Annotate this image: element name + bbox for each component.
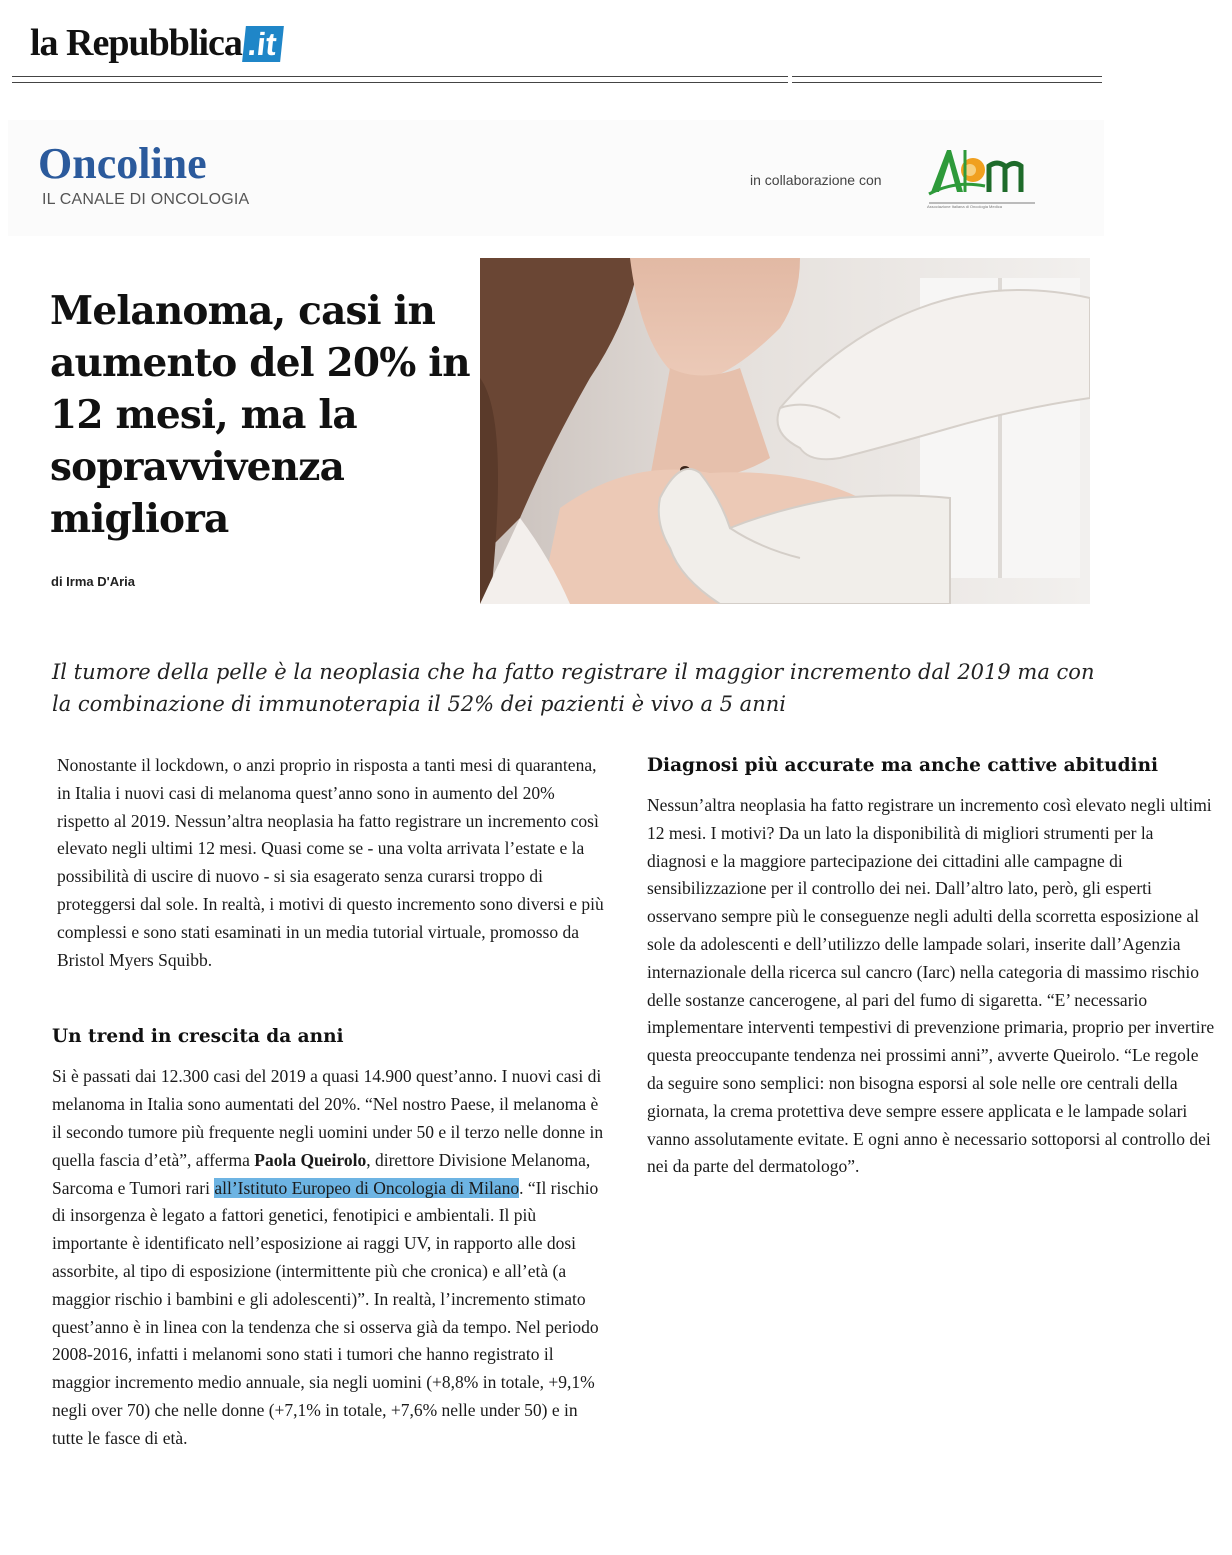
trend-text-c: . “Il rischio di insorgenza è legato a fattori genetici, fenotipici e ambientali. Il più importante è identificato nell’esposizione ai raggi UV, in rapporto alle dosi assorbite, al tipo di esposizione (intermittente più che cronica) e all’età (a maggior rischio i bambini e gli adolescenti)”. In realtà, l’incremento stimato quest’anno è in linea con la tendenza che si osserva già da tempo. Nel periodo 2008-2016, infatti i melanomi sono stati i tumori che hanno registrato il maggior incremento medio annuale, sia negli uomini (+8,8% in totale, +9,1% negli over 70) che nelle donne (+7,1% in totale, +7,6% nelle under 50) e in tutte le fasce di età. [52,1177,599,1448]
aiom-tagline: Associazione Italiana di Oncologia Medica [927,204,1002,209]
article-byline[interactable]: di Irma D'Aria [51,574,136,589]
masthead-tld: .it [242,26,284,62]
channel-subtitle: IL CANALE DI ONCOLOGIA [42,191,250,208]
diagnosis-paragraph: Nessun’altra neoplasia ha fatto registrare un incremento così elevato negli ultimi 12 mesi. I motivi? Da un lato la disponibilità di migliori strumenti per la diagnosi e la maggiore partecipazione dei cittadini alle campagne di sensibilizzazione per il controllo dei nei. Dall’altro lato, però, gli esperti osservano sempre più le conseguenze negli adulti della scorretta esposizione al sole da adolescenti e dell’utilizzo delle lampade solari, inserite dall’Agenzia internazionale della ricerca sul cancro (Iarc) nella categoria di massimo rischio delle sostanze cancerogene, al pari del fumo di sigaretta. “E’ necessario implementare interventi tempestivi di prevenzione primaria, proprio per invertire questa preoccupante tendenza nei prossimi anni”, avverte Queirolo. “Le regole da seguire sono semplici: non bisogna esporsi al sole nelle ore centrali della giornata, la crema protettiva deve sempre essere applicata e le lampade solari vanno assolutamente evitate. E ogni anno è necessario sottoporsi al controllo dei nei da parte del dermatologo”. [647,795,1215,1177]
trend-text-a: Si è passati dai 12.300 casi del 2019 a quasi 14.900 quest’anno. I nuovi casi di melanoma in Italia sono aumentati del 20%. “Nel nostro Paese, il melanoma è il secondo tumore più frequente negli uomini under 50 e il terzo nelle donne in quella fascia d’età”, afferma [52,1066,604,1170]
expert-name: Paola Queirolo [254,1149,367,1170]
section-heading-trend: Un trend in crescita da anni [52,1026,344,1048]
intro-paragraph: Nonostante il lockdown, o anzi proprio in risposta a tanti mesi di quarantena, in Italia i nuovi casi di melanoma quest’anno sono in aumento del 20% rispetto al 2019. Nessun’altra neoplasia ha fatto registrare un incremento così elevato negli ultimi 12 mesi. Quasi come se - una volta arrivata l’estate e la possibilità di uscire di nuovo - si sia esagerato senza curarsi troppo di proteggersi dal sole. In realtà, i motivi di questo incremento sono diversi e più complessi e sono stati esaminati in un media tutorial virtuale, promosso da Bristol Myers Squibb. [57,755,604,970]
aiom-logo[interactable] [925,140,1045,210]
trend-text-b: , direttore Divisione Melanoma, Sarcoma e Tumori rari [52,1149,591,1198]
article-headline: Melanoma, casi in aumento del 20% in 12 mesi, ma la sopravvivenza migliora [50,288,470,542]
collaboration-label: in collaborazione con [750,172,882,188]
masthead-logo[interactable] [30,10,282,62]
hero-image [480,258,1090,604]
header-rule-left [12,76,788,83]
article-column-left [48,752,608,1453]
article-column-right [647,752,1217,1181]
channel-title[interactable]: Oncoline [38,139,207,188]
highlighted-institute-text[interactable]: all’Istituto Europeo di Oncologia di Milano [214,1177,520,1198]
masthead-brand: la Repubblica [30,22,242,64]
trend-paragraph [48,1063,608,1452]
header-rule-right [792,76,1102,83]
article-standfirst: Il tumore della pelle è la neoplasia che ha fatto registrare il maggior incremento dal 2019 ma con la combinazione di immunoterapia il 52% dei pazienti è vivo a 5 anni [52,660,1095,716]
section-heading-diagnosis: Diagnosi più accurate ma anche cattive abitudini [647,755,1159,776]
